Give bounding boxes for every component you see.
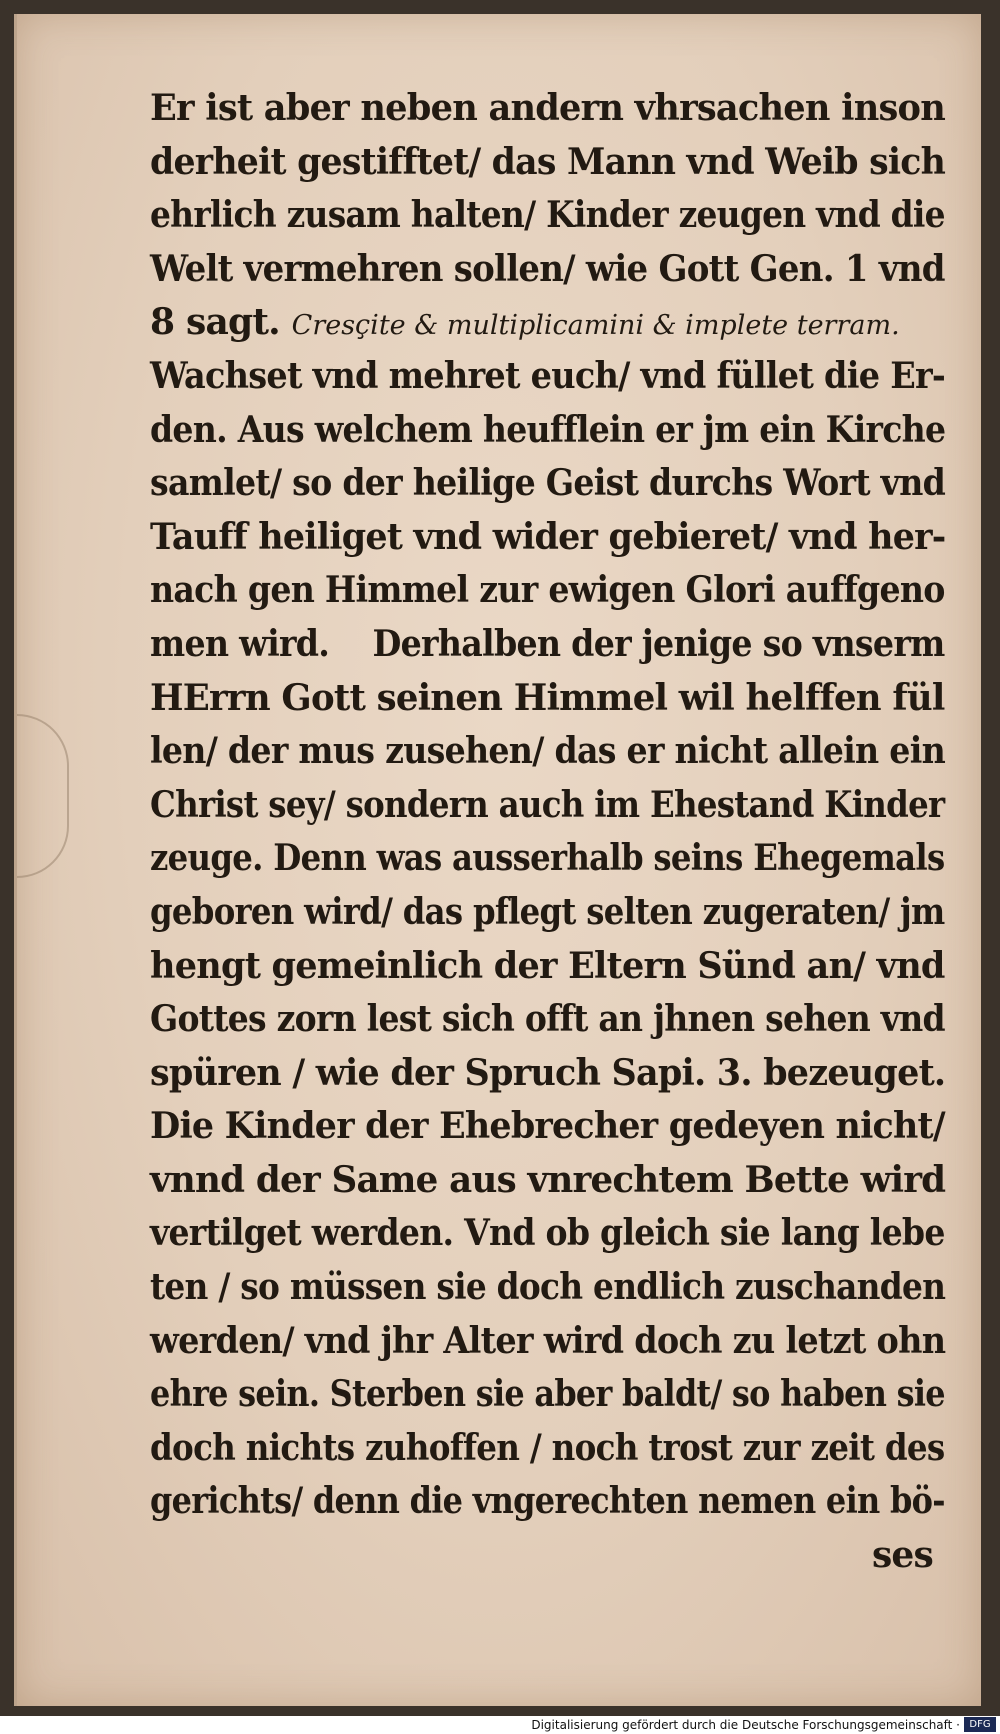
text-line-15: zeuge. Denn was ausserhalb seins Ehegemals [150, 837, 945, 880]
text-line-3: ehrlich zusam halten/ Kinder zeugen vnd die [150, 194, 945, 237]
text-line-20: Die Kinder der Ehebrecher gedeyen nicht/ [150, 1105, 945, 1148]
digitization-footer [0, 1716, 1000, 1734]
funding-credit: Digitalisierung gefördert durch die Deutsche Forschungsgemeinschaft · [531, 1718, 960, 1732]
text-line-5 [150, 296, 945, 350]
text-line-17: hengt gemeinlich der Eltern Sünd an/ vnd [150, 944, 945, 987]
text-line-19: spüren / wie der Spruch Sapi. 3. bezeuget. [150, 1051, 946, 1094]
page-text [150, 82, 945, 1583]
catchword: ses [871, 1534, 933, 1577]
text-line-24: werden/ vnd jhr Alter wird doch zu letzt ohn [150, 1319, 946, 1362]
text-line-22: vertilget werden. Vnd ob gleich sie lang lebe [150, 1212, 945, 1255]
text-line-6: Wachset vnd mehret euch/ vnd füllet die Er- [150, 354, 946, 397]
latin-quotation: Cresçite & multiplicamini & implete terram. [291, 310, 900, 342]
text-line-4: Welt vermehren sollen/ wie Gott Gen. 1 vnd [150, 247, 945, 290]
text-line-25: ehre sein. Sterben sie aber baldt/ so haben sie [150, 1373, 945, 1416]
text-line-23: ten / so müssen sie doch endlich zuschanden [150, 1266, 946, 1309]
text-line-18: Gottes zorn lest sich offt an jhnen sehen vnd [150, 998, 945, 1041]
text-line-5-prefix: 8 sagt. [150, 301, 292, 344]
text-line-11: men wird. Derhalben der jenige so vnserm [150, 622, 945, 665]
text-line-14: Christ sey/ sondern auch im Ehestand Kinder [150, 783, 945, 826]
text-line-27: gerichts/ denn die vngerechten nemen ein bö- [150, 1480, 945, 1523]
text-line-8: samlet/ so der heilige Geist durchs Wort vnd [150, 462, 946, 505]
page-edge-curve [17, 714, 69, 878]
text-line-7: den. Aus welchem heufflein er jm ein Kirche [150, 408, 946, 451]
dfg-logo: DFG [964, 1717, 996, 1732]
text-line-10: nach gen Himmel zur ewigen Glori auffgeno [150, 569, 945, 612]
text-line-13: len/ der mus zusehen/ das er nicht allein ein [150, 730, 946, 773]
text-line-9: Tauff heiliget vnd wider gebieret/ vnd her- [150, 515, 946, 558]
text-line-1: Er ist aber neben andern vhrsachen inson [150, 87, 946, 129]
text-line-16: geboren wird/ das pflegt selten zugeraten/ jm [150, 890, 945, 933]
text-line-21: vnnd der Same aus vnrechtem Bette wird [150, 1158, 946, 1201]
text-line-26: doch nichts zuhoffen / noch trost zur zeit des [150, 1426, 945, 1469]
text-line-2: derheit gestifftet/ das Mann vnd Weib sich [150, 140, 946, 183]
text-line-12: HErrn Gott seinen Himmel wil helffen fül [150, 676, 945, 719]
